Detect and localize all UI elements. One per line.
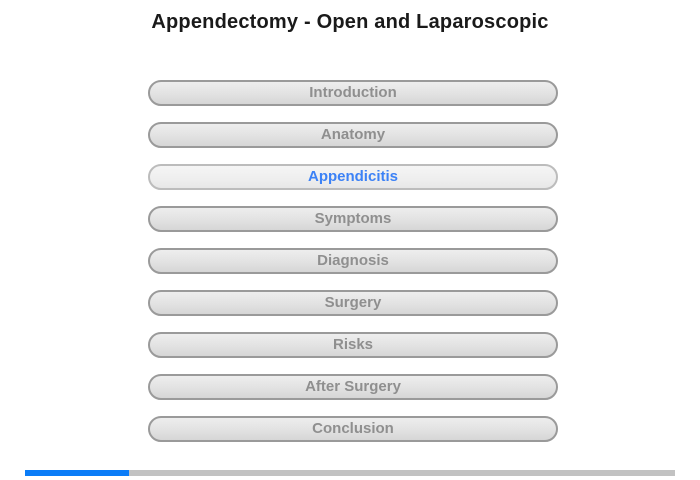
page-title: Appendectomy - Open and Laparoscopic <box>151 11 549 33</box>
menu <box>148 80 558 458</box>
menu-button-appendicitis[interactable]: Appendicitis <box>148 164 558 190</box>
menu-button-risks[interactable]: Risks <box>148 332 558 358</box>
menu-button-introduction[interactable]: Introduction <box>148 80 558 106</box>
menu-button-conclusion[interactable]: Conclusion <box>148 416 558 442</box>
menu-button-after-surgery[interactable]: After Surgery <box>148 374 558 400</box>
menu-button-surgery[interactable]: Surgery <box>148 290 558 316</box>
progress-track <box>25 470 675 476</box>
menu-button-diagnosis[interactable]: Diagnosis <box>148 248 558 274</box>
menu-button-anatomy[interactable]: Anatomy <box>148 122 558 148</box>
progress-fill <box>25 470 129 476</box>
menu-button-symptoms[interactable]: Symptoms <box>148 206 558 232</box>
